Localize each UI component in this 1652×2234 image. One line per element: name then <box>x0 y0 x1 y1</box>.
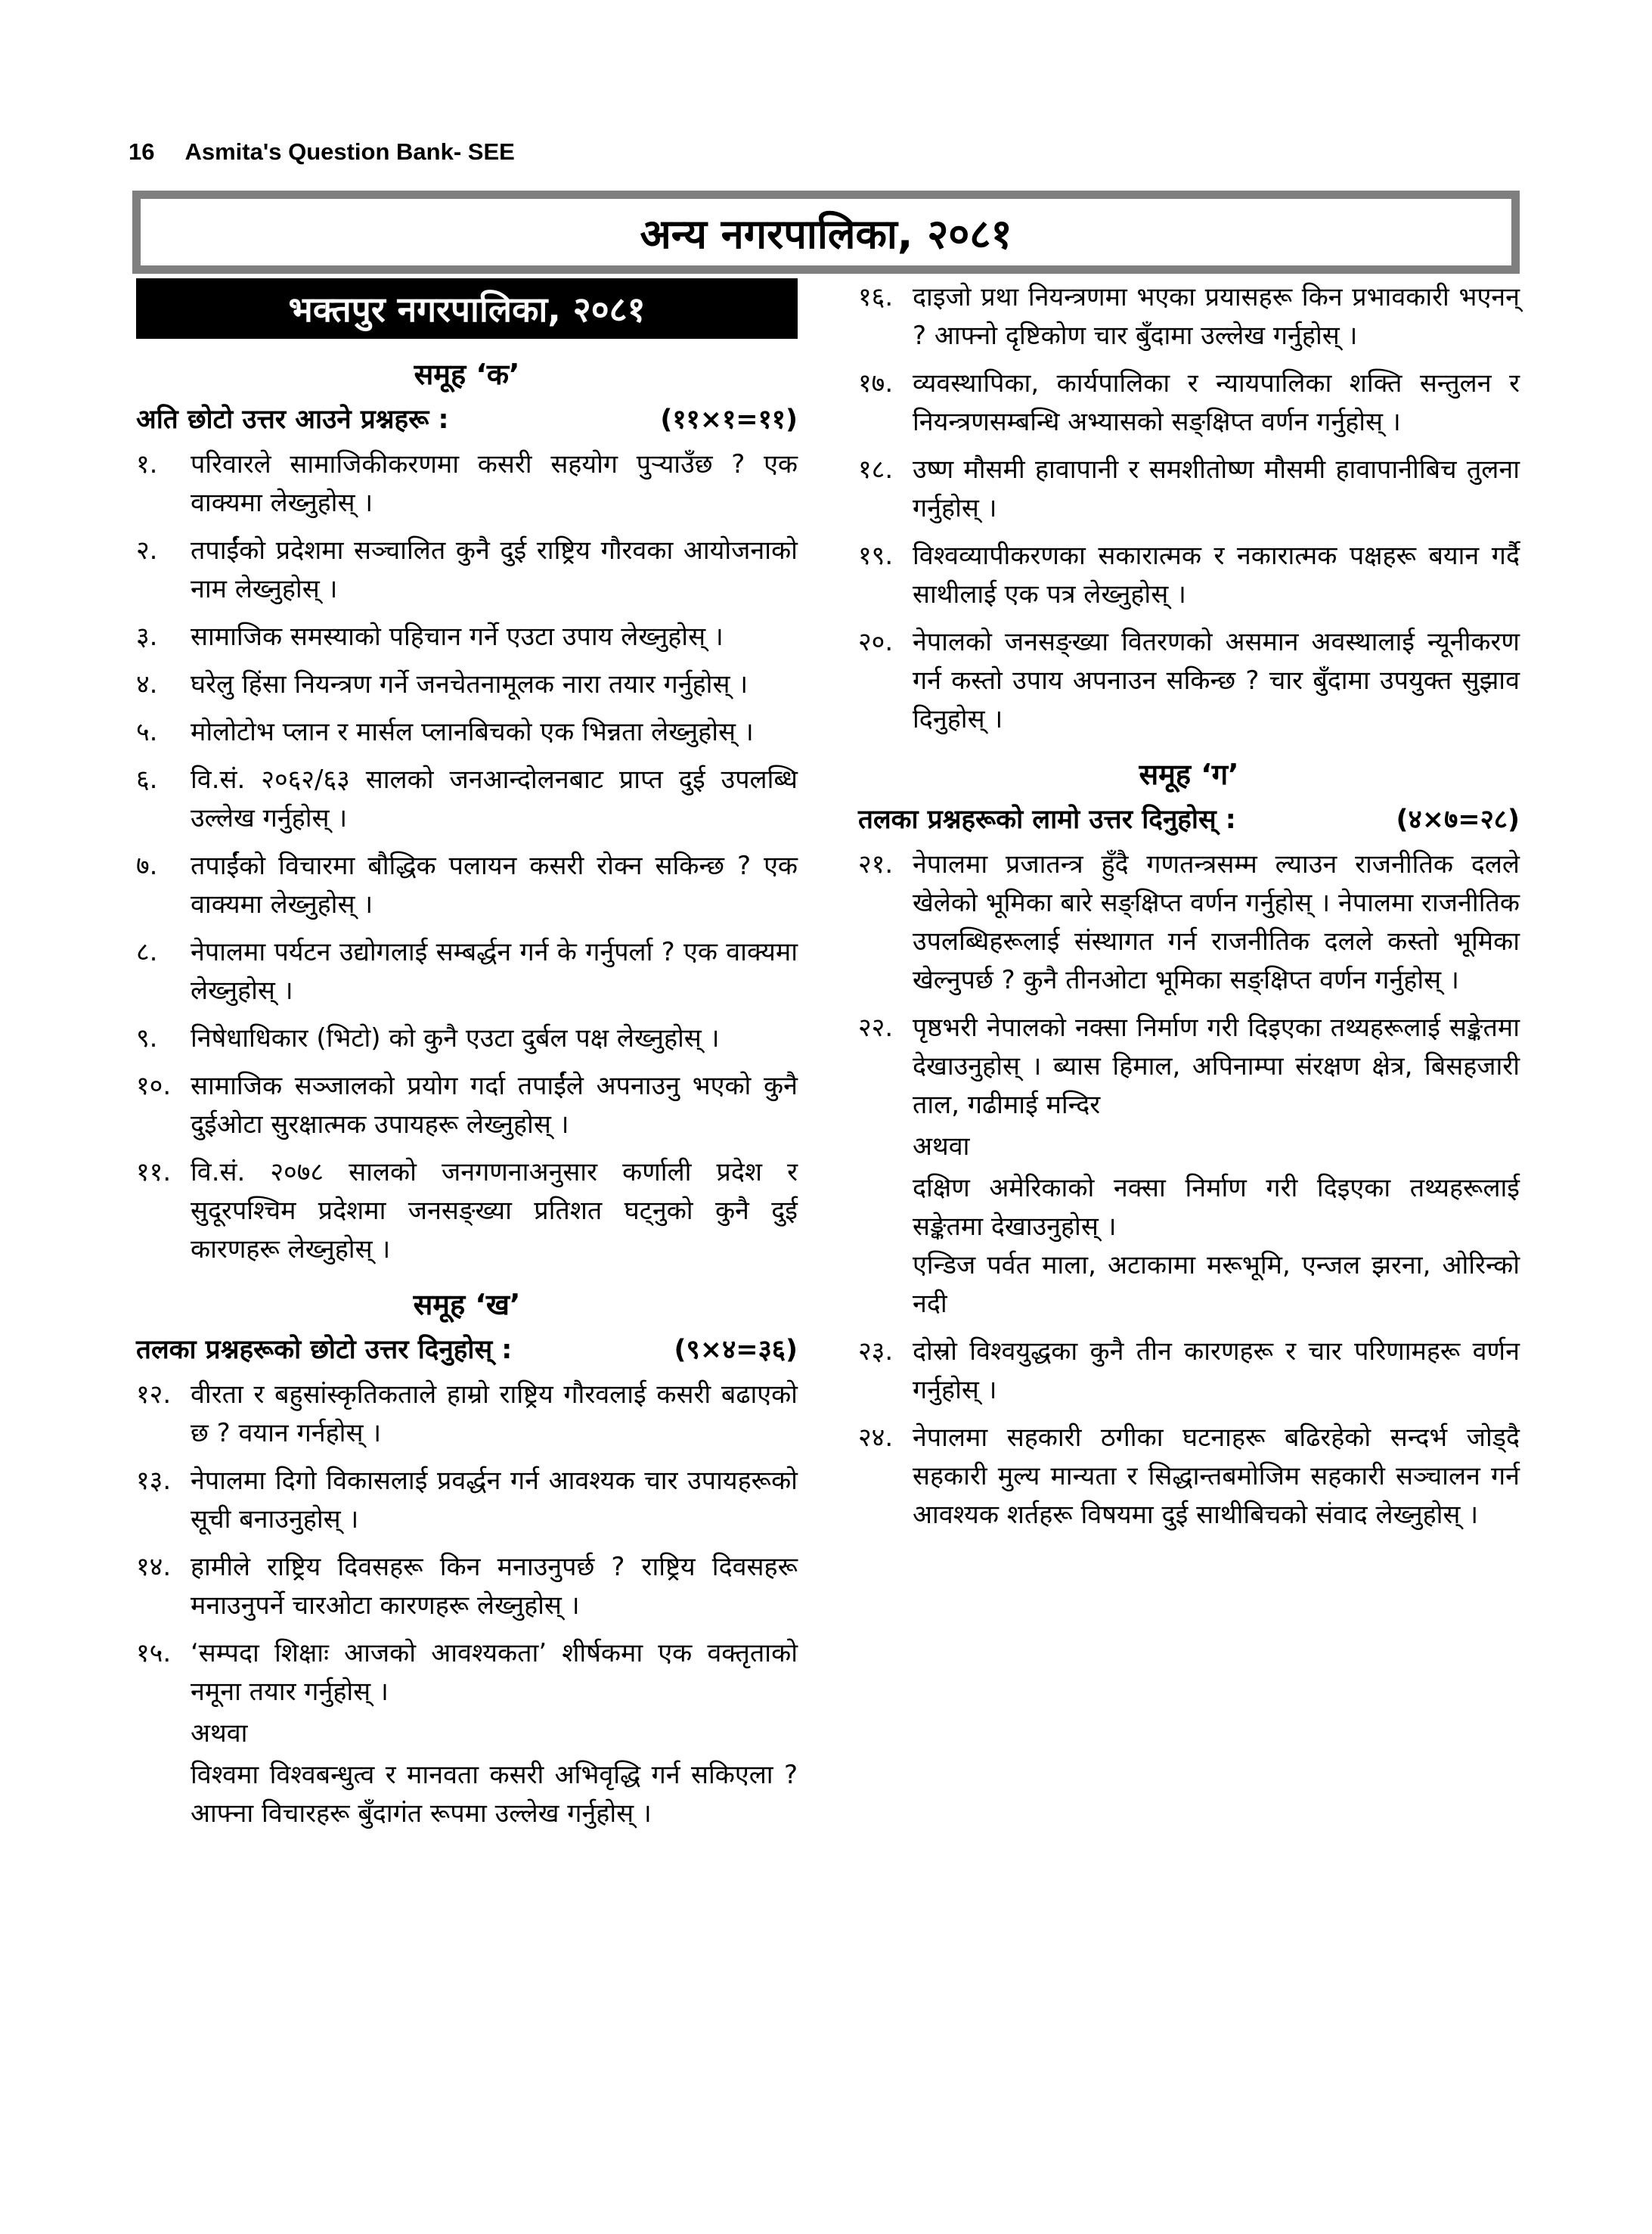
question-number: १२. <box>136 1379 172 1410</box>
exam-title-bar <box>136 278 798 339</box>
question-text: सामाजिक समस्याको पहिचान गर्ने एउटा उपाय लेख्नुहोस् । <box>191 622 724 652</box>
two-column-body <box>136 278 1520 1842</box>
question-text: उष्ण मौसमी हावापानी र समशीतोष्ण मौसमी हावापानीबिच तुलना गर्नुहोस् । <box>913 455 1520 523</box>
question-number: १५. <box>136 1638 172 1668</box>
page-number: 16 <box>129 138 155 165</box>
question-text: तपाईंको विचारमा बौद्धिक पलायन कसरी रोक्न सकिन्छ ? एक वाक्यमा लेख्नुहोस् । <box>191 851 798 920</box>
question-item <box>858 537 1520 614</box>
question-item <box>858 278 1520 355</box>
question-number: १४. <box>136 1552 172 1582</box>
or-label: अथवा <box>191 1718 248 1748</box>
question-number: ७. <box>136 851 158 881</box>
question-item <box>136 1067 798 1144</box>
question-item <box>858 846 1520 1000</box>
question-text: निषेधाधिकार (भिटो) को कुनै एउटा दुर्बल पक्ष लेख्नुहोस् । <box>191 1023 720 1053</box>
question-number: १७. <box>858 368 894 399</box>
question-item <box>136 618 798 656</box>
question-text: ‘सम्पदा शिक्षाः आजको आवश्यकता’ शीर्षकमा एक वक्तृताको नमूना तयार गर्नुहोस् । <box>191 1638 798 1707</box>
question-item <box>136 847 798 924</box>
exam-title: भक्तपुर नगरपालिका, २०८१ <box>288 289 646 330</box>
question-number: ११. <box>136 1157 172 1187</box>
question-text: सामाजिक सञ्जालको प्रयोग गर्दा तपाईंले अपनाउनु भएको कुनै दुईओटा सुरक्षात्मक उपायहरू लेख्नुहोस् । <box>191 1071 798 1140</box>
question-number: १३. <box>136 1466 172 1496</box>
instruction-text: तलका प्रश्नहरूको लामो उत्तर दिनुहोस् : <box>858 805 1236 835</box>
question-number: २४. <box>858 1423 894 1453</box>
question-text: वीरता र बहुसांस्कृतिकताले हाम्रो राष्ट्रिय गौरवलाई कसरी बढाएको छ ? वयान गर्नहोस् । <box>191 1379 798 1448</box>
question-alt-list: एन्डिज पर्वत माला, अटाकामा मरूभूमि, एन्जल झरना, ओरिन्को नदी <box>913 1250 1520 1319</box>
question-item <box>858 451 1520 528</box>
question-text: नेपालमा प्रजातन्त्र हुँदै गणतन्त्रसम्म ल्याउन राजनीतिक दलले खेलेको भूमिका बारे सङ्क्षिप्त वर्णन गर्नुहोस् । नेपालमा राजनीतिक उपलब्धिहरूलाई संस्थागत गर्न राजनीतिक दलले कस्तो भूमिका खेल्नुपर्छ ? कुनै तीनओटा भूमिका सङ्क्षिप्त वर्णन गर्नुहोस् । <box>913 849 1520 995</box>
question-number: २१. <box>858 849 894 880</box>
question-number: ४. <box>136 669 158 700</box>
question-number: २०. <box>858 627 894 657</box>
question-item <box>136 713 798 752</box>
question-text: वि.सं. २०६२/६३ सालको जनआन्दोलनबाट प्राप्त दुई उपलब्धि उल्लेख गर्नुहोस् । <box>191 765 798 833</box>
question-text: दाइजो प्रथा नियन्त्रणमा भएका प्रयासहरू किन प्रभावकारी भएनन् ? आफ्नो दृष्टिकोण चार बुँदामा उल्लेख गर्नुहोस् । <box>913 282 1520 351</box>
question-item <box>136 1634 798 1833</box>
question-text: हामीले राष्ट्रिय दिवसहरू किन मनाउनुपर्छ ? राष्ट्रिय दिवसहरू मनाउनुपर्ने चारओटा कारणहरू लेख्नुहोस् । <box>191 1552 798 1621</box>
question-number: १९. <box>858 541 894 571</box>
question-item <box>858 1419 1520 1534</box>
group-kha-instruction-row <box>136 1331 798 1367</box>
question-item <box>136 666 798 704</box>
question-text: घरेलु हिंसा नियन्त्रण गर्ने जनचेतनामूलक नारा तयार गर्नुहोस् । <box>191 669 749 700</box>
question-number: ३. <box>136 622 158 652</box>
question-item <box>136 445 798 523</box>
page-header <box>129 138 515 166</box>
question-item <box>136 532 798 609</box>
group-ka-instruction-row <box>136 401 798 436</box>
group-ga-instruction-row <box>858 801 1520 836</box>
question-item <box>136 933 798 1010</box>
question-text: नेपालको जनसङ्ख्या वितरणको असमान अवस्थालाई न्यूनीकरण गर्न कस्तो उपाय अपनाउन सकिन्छ ? चार बुँदामा उपयुक्त सुझाव दिनुहोस् । <box>913 627 1520 734</box>
group-title-kha: समूह ‘ख’ <box>413 1288 521 1321</box>
question-item <box>136 1376 798 1453</box>
question-item <box>858 1009 1520 1323</box>
question-text: तपाईंको प्रदेशमा सञ्चालित कुनै दुई राष्ट्रिय गौरवका आयोजनाको नाम लेख्नुहोस् । <box>191 535 798 604</box>
instruction-text: तलका प्रश्नहरूको छोटो उत्तर दिनुहोस् : <box>136 1335 513 1365</box>
question-number: ९. <box>136 1023 158 1053</box>
question-item <box>136 761 798 838</box>
question-number: ८. <box>136 937 158 967</box>
question-number: २. <box>136 535 158 566</box>
group-title-ka: समूह ‘क’ <box>414 358 520 391</box>
marks-text: (९×४=३६) <box>674 1335 798 1365</box>
book-title: Asmita's Question Bank- SEE <box>184 138 515 165</box>
question-number: १८. <box>858 455 894 485</box>
group-title-ga: समूह ‘ग’ <box>1139 758 1239 791</box>
question-text: नेपालमा पर्यटन उद्योगलाई सम्बर्द्धन गर्न के गर्नुपर्ला ? एक वाक्यमा लेख्नुहोस् । <box>191 937 798 1006</box>
question-item <box>136 1462 798 1539</box>
question-text: व्यवस्थापिका, कार्यपालिका र न्यायपालिका शक्ति सन्तुलन र नियन्त्रणसम्बन्धि अभ्यासको सङ्क्षिप्त वर्णन गर्नुहोस् । <box>913 368 1520 437</box>
question-number: २२. <box>858 1013 894 1043</box>
question-item <box>136 1153 798 1269</box>
question-number: १. <box>136 449 158 479</box>
question-alt-text: विश्वमा विश्वबन्धुत्व र मानवता कसरी अभिवृद्धि गर्न सकिएला ? आफ्ना विचारहरू बुँदागंत रूपमा उल्लेख गर्नुहोस् । <box>191 1760 798 1829</box>
question-text: नेपालमा सहकारी ठगीका घटनाहरू बढिरहेको सन्दर्भ जोड्दै सहकारी मुल्य मान्यता र सिद्धान्तबमोजिम सहकारी सञ्चालन गर्न आवश्यक शर्तहरू विषयमा दुई साथीबिचको संवाद लेख्नुहोस् । <box>913 1423 1520 1530</box>
question-item <box>136 1548 798 1625</box>
question-text: वि.सं. २०७८ सालको जनगणनाअनुसार कर्णाली प्रदेश र सुदूरपश्चिम प्रदेशमा जनसङ्ख्या प्रतिशत घट्नुको कुनै दुई कारणहरू लेख्नुहोस् । <box>191 1157 798 1264</box>
banner-title: अन्य नगरपालिका, २०८१ <box>640 210 1012 258</box>
question-item <box>858 1333 1520 1410</box>
question-text: पृष्ठभरी नेपालको नक्सा निर्माण गरी दिइएका तथ्यहरूलाई सङ्केतमा देखाउनुहोस् । ब्यास हिमाल, अपिनाम्पा संरक्षण क्षेत्र, बिसहजारी ताल, गढीमाई मन्दिर <box>913 1013 1520 1120</box>
question-text: दोस्रो विश्वयुद्धका कुनै तीन कारणहरू र चार परिणामहरू वर्णन गर्नुहोस् । <box>913 1336 1520 1405</box>
question-item <box>858 623 1520 739</box>
question-text: नेपालमा दिगो विकासलाई प्रवर्द्धन गर्न आवश्यक चार उपायहरूको सूची बनाउनुहोस् । <box>191 1466 798 1534</box>
question-number: ६. <box>136 765 158 795</box>
question-text: मोलोटोभ प्लान र मार्सल प्लानबिचको एक भिन्नता लेख्नुहोस् । <box>191 717 754 747</box>
question-item <box>858 365 1520 442</box>
question-text: विश्वव्यापीकरणका सकारात्मक र नकारात्मक पक्षहरू बयान गर्दै साथीलाई एक पत्र लेख्नुहोस् । <box>913 541 1520 610</box>
question-number: २३. <box>858 1336 894 1367</box>
marks-text: (११×१=११) <box>660 405 798 435</box>
question-number: ५. <box>136 717 158 747</box>
question-alt-text: दक्षिण अमेरिकाको नक्सा निर्माण गरी दिइएका तथ्यहरूलाई सङ्केतमा देखाउनुहोस् । <box>913 1173 1520 1242</box>
marks-text: (४×७=२८) <box>1396 805 1520 835</box>
right-column <box>858 278 1520 1842</box>
municipality-banner <box>132 191 1520 274</box>
question-number: १६. <box>858 282 894 312</box>
instruction-text: अति छोटो उत्तर आउने प्रश्नहरू : <box>136 405 449 435</box>
question-number: १०. <box>136 1071 172 1101</box>
question-item <box>136 1019 798 1058</box>
or-label: अथवा <box>913 1131 970 1162</box>
left-column <box>136 278 798 1842</box>
question-text: परिवारले सामाजिकीकरणमा कसरी सहयोग पुऱ्याउँछ ? एक वाक्यमा लेख्नुहोस् । <box>191 449 798 518</box>
